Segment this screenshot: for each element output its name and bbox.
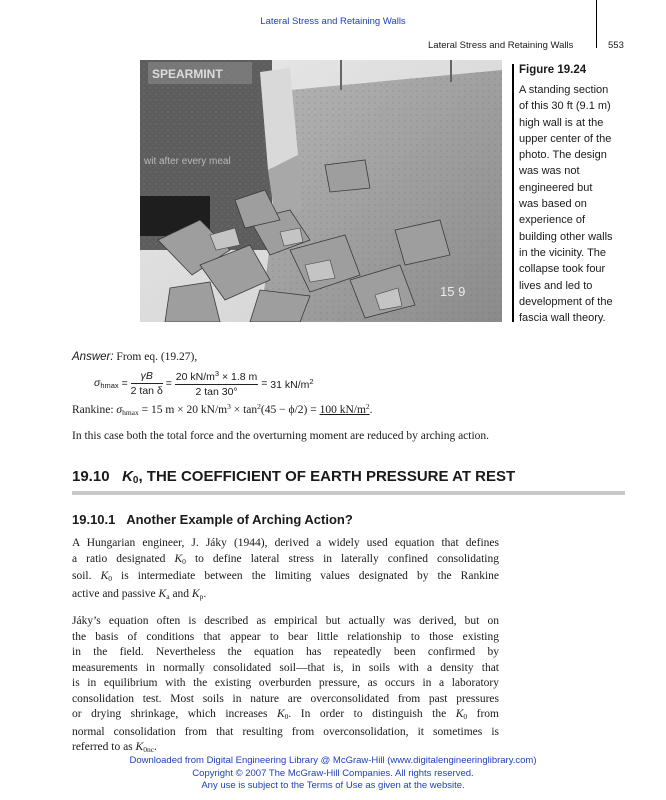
caption-line: collapse took four <box>519 263 606 276</box>
caption-line: A standing section <box>519 84 609 96</box>
caption-line: in the vicinity. The <box>519 246 607 259</box>
photo-wall-text: wit after every meal <box>144 156 231 167</box>
caption-line: engineered but <box>519 181 593 194</box>
section-heading: 19.10 $K_0$, THE COEFFICIENT OF EARTH PRESSURE AT REST <box>72 468 516 486</box>
caption-line: fascia wall theory. <box>519 312 606 325</box>
equation-rankine: Rankine: $\sigma_{hmax} = 15$ m × 20 $kN/m^3 \times \tan^2(45 - \phi/2) = 100$ $kN/m^2$. <box>72 402 373 417</box>
figure-label: Figure 19.24 <box>519 64 587 76</box>
paragraph-jaky-equation: Jáky’s equation often is described as empirical but actually was derived, but on the basis of conditions that appear to bear little relationship to those existing in the field. Nevertheless the equation has repeatedly been confirmed by measurements in normally consolidated soil—that is, in soils with a density that is in equilibrium with the existing overburden pressure, as occurs in a laboratory consolidation test. Most soils in nature are overconsolidated from past pressures or drying shrinkage, which increases $K_0$. In order to distinguish the $K_0$ from normal consolidation from that resulting from overconsolidation, it sometimes is referred to as $K_{0nc}$. <box>72 615 499 754</box>
caption-line: high wall is at the <box>519 116 604 129</box>
answer-conclusion: In this case both the total force and the overturning moment are reduced by arching action. <box>72 430 490 442</box>
caption-line: of this 30 ft (9.1 m) <box>519 100 611 113</box>
equation-arching <box>94 369 314 398</box>
rankine-label: Rankine: <box>72 404 114 416</box>
caption-line: building other walls <box>519 230 613 243</box>
fraction-gamma-b: $\frac{\gamma B}{\text{2 tan δ}}$ <box>130 370 163 397</box>
equals-sign: = <box>261 377 268 390</box>
figure-photo <box>140 60 502 322</box>
section-rule <box>72 491 625 495</box>
equals-sign: = <box>165 377 172 390</box>
figure-caption <box>519 82 631 326</box>
caption-line: experience of <box>519 214 586 227</box>
caption-line: upper center of the <box>519 132 612 145</box>
equals-sign: = <box>121 377 128 390</box>
caption-line: lives and led to <box>519 279 593 292</box>
caption-line: was based on <box>519 198 587 211</box>
page-number: 553 <box>608 40 624 51</box>
footer-copyright-line: Copyright © 2007 The McGraw-Hill Companies. All rights reserved. <box>192 767 474 779</box>
photo-illustration <box>140 60 502 322</box>
footer-download-line: Downloaded from Digital Engineering Library @ McGraw-Hill (www.digitalengineeringlibrary.com) <box>129 755 537 766</box>
header-rule <box>596 0 597 48</box>
photo-sign-text: SPEARMINT <box>152 67 223 81</box>
answer-label: Answer: <box>72 351 114 363</box>
subsection-heading: 19.10.1 Another Example of Arching Action? <box>72 512 353 527</box>
photo-numbers: 15 9 <box>440 284 466 299</box>
answer-lead: From eq. (19.27), <box>116 351 198 363</box>
top-banner: Lateral Stress and Retaining Walls <box>260 16 406 27</box>
running-head: Lateral Stress and Retaining Walls <box>428 40 574 51</box>
arching-result: 31 $kN/m^2$ <box>270 376 314 391</box>
footer <box>0 755 666 793</box>
caption-line: was was not <box>519 165 580 178</box>
fraction-numeric: $\frac{20 kN/m^3 \times 1.8 m}{2 \tan 30^\circ}$ <box>175 369 258 398</box>
caption-line: photo. The design <box>519 149 607 162</box>
sigma-subscript: hmax <box>100 381 119 390</box>
figure-caption-rule <box>512 64 514 322</box>
caption-line: development of the <box>519 295 613 308</box>
paragraph-jaky-intro: A Hungarian engineer, J. Jáky (1944), derived a widely used equation that defines a ratio designated $K_0$ to define lateral stress in laterally confined consolidating soil. $K_0$ is intermediate between the limiting values designated by the Rankine active and passive $K_a$ and $K_p$. <box>72 537 500 601</box>
footer-terms-line: Any use is subject to the Terms of Use as given at the website. <box>201 780 465 791</box>
sigma-symbol: σ <box>94 377 101 389</box>
rankine-result: 100 $kN/m^2$ <box>319 402 370 416</box>
